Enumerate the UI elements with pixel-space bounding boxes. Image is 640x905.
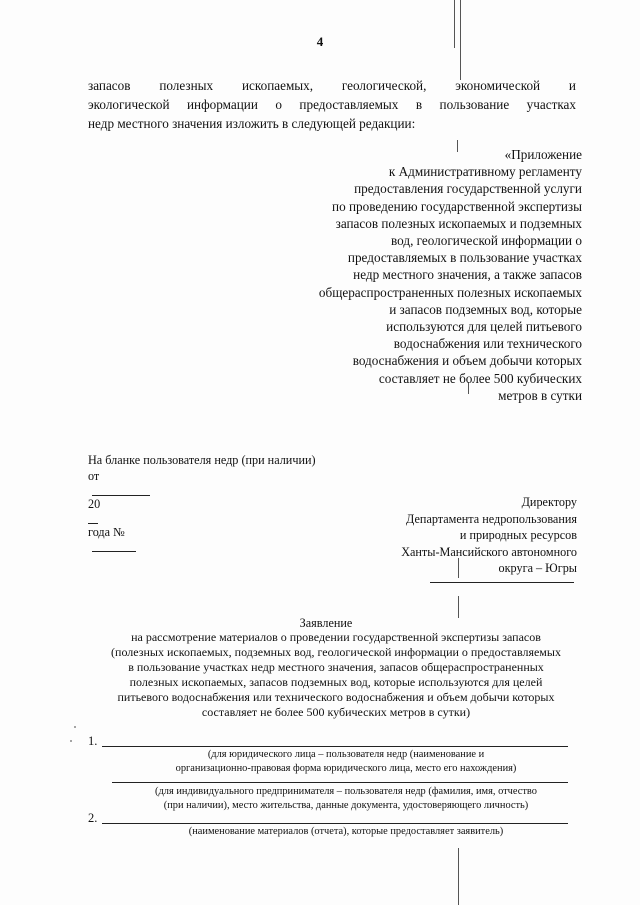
annex-line: водоснабжения или технического (393, 336, 582, 352)
annex-line: составляет не более 500 кубических (378, 370, 582, 386)
caption-line: (для юридического лица – пользователя недр (наименование и (207, 749, 485, 760)
annex-line: запасов полезных ископаемых и подземных (335, 215, 582, 231)
field-2-line[interactable] (102, 823, 568, 824)
date-blank[interactable] (92, 484, 150, 496)
annex-line: общераспространенных полезных ископаемых (318, 284, 582, 300)
application-line: на рассмотрение материалов о проведении государственной экспертизы запасов (131, 630, 541, 644)
field-1-caption-2 (90, 785, 602, 813)
application-line: в пользование участках недр местного значения, запасов общераспространенных (128, 660, 544, 674)
annex-line: вод, геологической информации о (391, 233, 582, 249)
intro-line: запасов полезных ископаемых, геологической, экономической и (88, 78, 576, 93)
intro-line: экологической информации о предоставляемых в пользование участках (88, 97, 576, 112)
caption-line: (наименование материалов (отчета), которые предоставляет заявитель) (188, 826, 504, 837)
intro-paragraph (88, 76, 576, 133)
caption-line: (для индивидуального предпринимателя – пользователя недр (фамилия, имя, отчество (155, 786, 537, 797)
application-line: питьевого водоснабжения или технического водоснабжения и объем добычи которых (117, 690, 555, 704)
addressee-line: и природных ресурсов (459, 528, 577, 542)
application-line: составляет не более 500 кубических метров в сутки) (201, 705, 471, 719)
year-suffix: года № (88, 525, 125, 539)
signature-line[interactable] (430, 582, 574, 583)
annex-line: водоснабжения и объем добычи которых (352, 353, 582, 369)
field-2-caption (90, 825, 602, 839)
addressee-block (317, 494, 577, 577)
number-blank[interactable] (92, 540, 136, 552)
annex-line: к Административному регламенту (388, 164, 582, 180)
annex-line: предоставляемых в пользование участках (347, 250, 582, 266)
annex-line: предоставления государственной услуги (354, 181, 582, 197)
field-2-number: 2. (88, 811, 98, 825)
addressee-line: округа – Югры (498, 561, 577, 575)
annex-line: и запасов подземных вод, которые (389, 301, 582, 317)
annex-line: «Приложение (504, 147, 582, 162)
caption-line: (при наличии), место жительства, данные документа, удостоверяющего личность) (163, 800, 529, 811)
annex-line: недр местного значения, а также запасов (353, 267, 582, 283)
addressee-line: Директору (521, 495, 577, 509)
application-line: полезных ископаемых, запасов подземных вод, которые используются для целей (129, 675, 543, 689)
scan-fold-mark (458, 596, 459, 618)
scan-speck (70, 740, 72, 742)
field-1-number: 1. (88, 734, 98, 748)
field-1-caption (90, 748, 602, 776)
annex-heading (252, 146, 582, 404)
letterhead-block (88, 452, 316, 552)
scan-speck (74, 726, 76, 728)
date-prefix: от (88, 469, 100, 483)
annex-line: метров в сутки (498, 387, 582, 403)
addressee-line: Департамента недропользования (406, 511, 577, 526)
year-blank[interactable] (88, 512, 98, 524)
caption-line: организационно-правовая форма юридического лица, место его нахождения) (175, 763, 517, 774)
field-1-line-2[interactable] (112, 782, 568, 783)
scan-fold-mark (458, 848, 459, 905)
addressee-line: Ханты-Мансийского автономного (401, 544, 577, 559)
intro-line: недр местного значения изложить в следующей редакции: (88, 116, 416, 131)
application-line: (полезных ископаемых, подземных вод, геологической информации о предоставляемых (111, 645, 561, 659)
page-number: 4 (316, 34, 324, 49)
application-subject (80, 630, 592, 720)
date-number-line (88, 468, 316, 552)
application-title: Заявление (299, 616, 353, 630)
annex-line: используются для целей питьевого (386, 319, 582, 335)
field-1-line[interactable] (102, 746, 568, 747)
annex-line: по проведению государственной экспертизы (332, 198, 582, 214)
letterhead-line: На бланке пользователя недр (при наличии) (88, 453, 316, 467)
year-prefix: 20 (88, 497, 101, 511)
